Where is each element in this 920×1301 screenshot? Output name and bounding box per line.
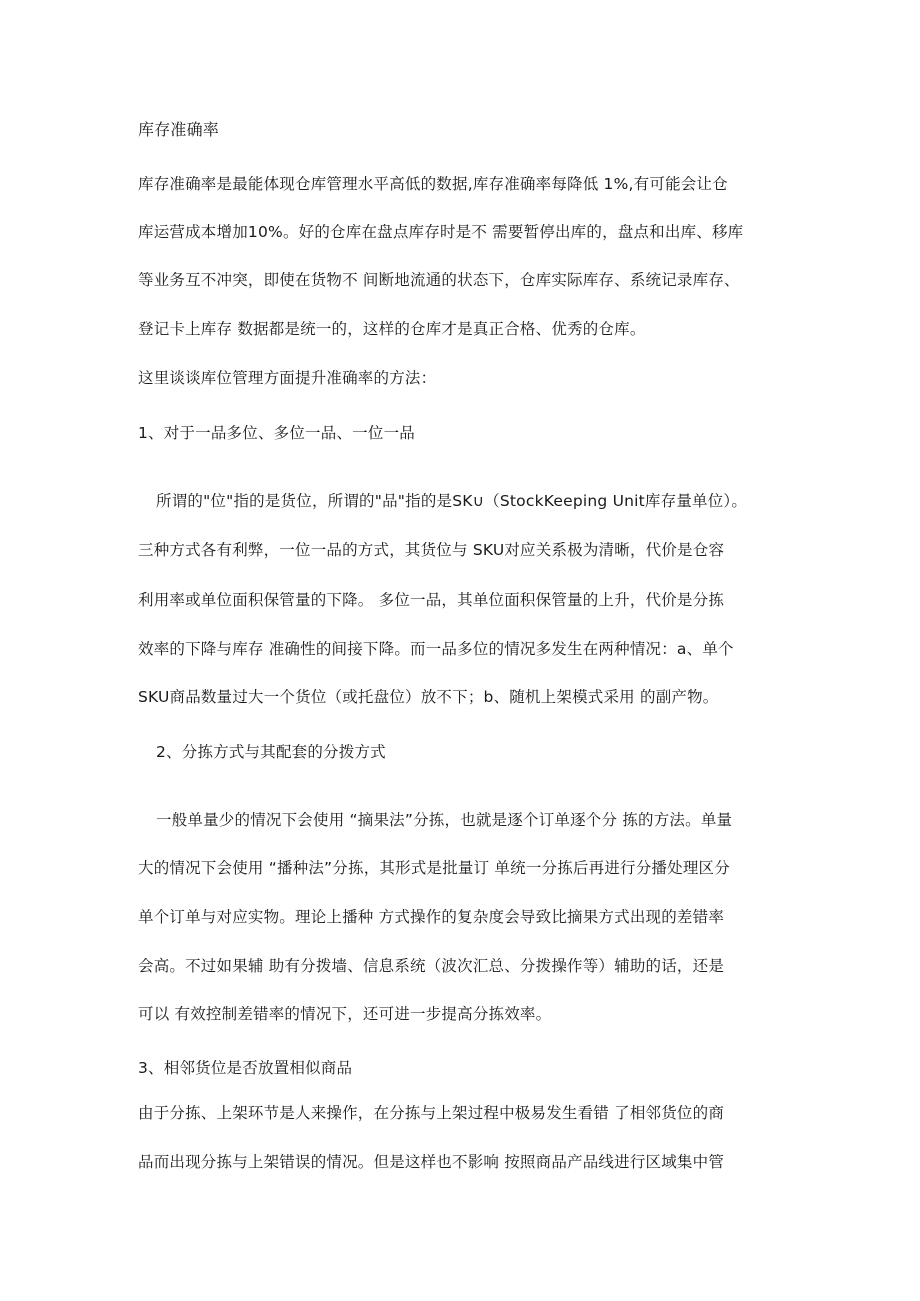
paragraph-line: 大的情况下会使用 “播种法”分拣，其形式是批量订 单统一分拣后再进行分播处理区分 [138,859,730,877]
paragraph-line: 三种方式各有利弊，一位一品的方式，其货位与 SKU对应关系极为清晰，代价是仓容 [138,541,725,559]
paragraph-line: 可以 有效控制差错率的情况下，还可进一步提高分拣效率。 [138,1005,552,1023]
paragraph-line: 一般单量少的情况下会使用 “摘果法”分拣，也就是逐个订单逐个分 拣的方法。单量 [156,811,733,829]
section-heading: 2、分拣方式与其配套的分拨方式 [156,743,386,761]
paragraph-line: 效率的下降与库存 准确性的间接下降。而一品多位的情况多发生在两种情况：a、单个 [138,640,734,658]
paragraph-line: 库存准确率是最能体现仓库管理水平高低的数据,库存准确率每降低 1%,有可能会让仓 [138,175,728,193]
paragraph-line: 所谓的"位"指的是货位，所谓的"品"指的是SK∪（StockKeeping Unit库存量单位）。 [156,492,748,510]
paragraph-line: 品而出现分拣与上架错误的情况。但是这样也不影响 按照商品产品线进行区域集中管 [138,1153,725,1171]
paragraph-line: SKU商品数量过大一个货位（或托盘位）放不下；b、随机上架模式采用 的副产物。 [138,688,719,706]
paragraph-line: 等业务互不冲突，即使在货物不 间断地流通的状态下，仓库实际库存、系统记录库存、 [138,271,740,289]
paragraph-line: 会高。不过如果辅 助有分拨墙、信息系统（波次汇总、分拨操作等）辅助的话，还是 [138,957,725,975]
paragraph-line: 由于分拣、上架环节是人来操作，在分拣与上架过程中极易发生看错 了相邻货位的商 [138,1104,725,1122]
paragraph-line: 登记卡上库存 数据都是统一的，这样的仓库才是真正合格、优秀的仓库。 [138,320,646,338]
paragraph-line: 库运营成本增加10%。好的仓库在盘点库存时是不 需要暂停出库的，盘点和出库、移库 [138,223,744,241]
section-heading: 1、对于一品多位、多位一品、一位一品 [138,424,415,442]
paragraph-line: 单个订单与对应实物。理论上播种 方式操作的复杂度会导致比摘果方式出现的差错率 [138,908,725,926]
intro-line: 这里谈谈库位管理方面提升准确率的方法： [138,369,437,387]
paragraph-line: 利用率或单位面积保管量的下降。 多位一品，其单位面积保管量的上升，代价是分拣 [138,591,725,609]
section-heading: 3、相邻货位是否放置相似商品 [138,1059,353,1077]
document-title: 库存准确率 [138,120,220,139]
